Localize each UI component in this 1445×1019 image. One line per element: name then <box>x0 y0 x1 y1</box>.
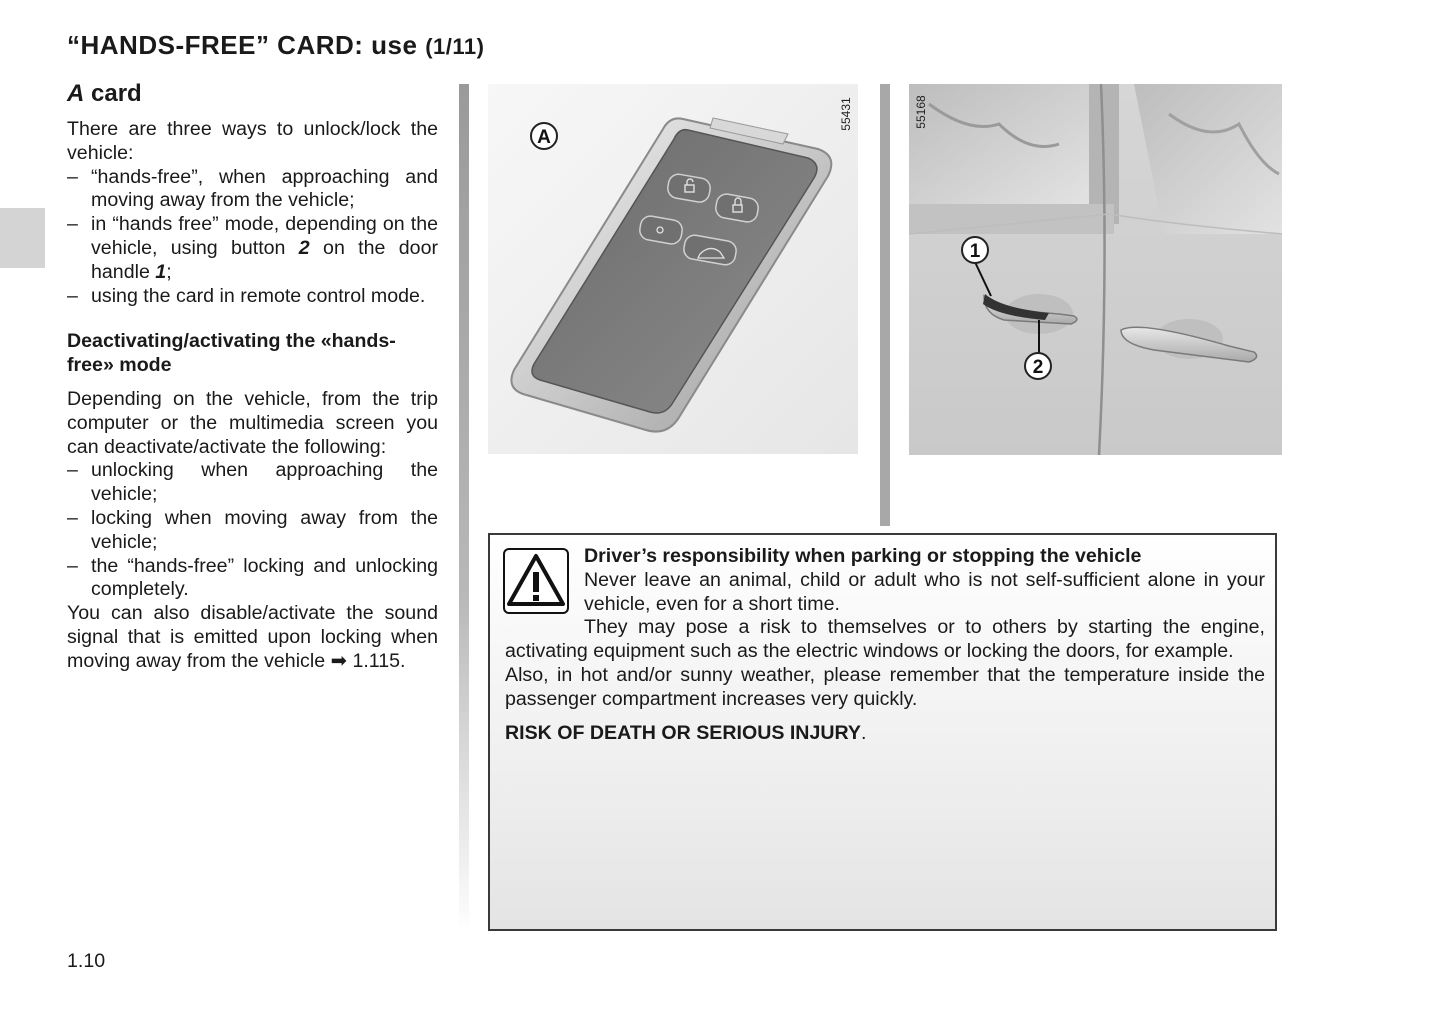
warning-risk: RISK OF DEATH OR SERIOUS INJURY. <box>505 721 867 744</box>
list-item: – the “hands-free” locking and unlocking completely. <box>67 554 438 601</box>
figure-door-code: 55168 <box>914 95 928 129</box>
unlock-methods-list <box>67 166 438 309</box>
warning-heading: Driver’s responsibility when parking or stopping the vehicle <box>584 545 1142 567</box>
section-a-heading <box>67 80 438 108</box>
door-handle-illustration <box>909 84 1282 455</box>
warning-para2: They may pose a risk to themselves or to others by starting the engine, activating equipment such as the electric windows or locking the doors, for example. <box>505 616 1265 663</box>
chapter-tab <box>0 208 45 268</box>
section-a-heading-italic: A <box>67 80 85 107</box>
page-title-part: (1/11) <box>425 34 485 59</box>
door-handle-drawing <box>909 84 1282 455</box>
column-divider-bar <box>459 84 469 934</box>
warning-text <box>505 545 1265 745</box>
page-title-main: “HANDS-FREE” CARD: use <box>67 30 418 60</box>
deactivate-options-list <box>67 459 438 602</box>
warning-box <box>488 533 1277 931</box>
section-b-intro: Depending on the vehicle, from the trip computer or the multimedia screen you can deactivate/activate the following: <box>67 387 438 458</box>
warning-line1: Never leave an animal, child or adult who is not self-sufficient alone in your vehicle, even for a short time. <box>584 568 1265 615</box>
list-item: – unlocking when approaching the vehicle; <box>67 459 438 506</box>
figure-door-label-2: 2 <box>1032 357 1044 378</box>
reference-arrow-icon: ➡ <box>330 649 347 672</box>
page-number: 1.10 <box>67 950 106 972</box>
list-item: – in “hands free” mode, depending on the vehicle, using button 2 on the door handle 1; <box>67 213 438 283</box>
section-a-intro: There are three ways to unlock/lock the vehicle: <box>67 118 438 164</box>
list-item: – “hands-free”, when approaching and moving away from the vehicle; <box>67 165 438 212</box>
section-b-heading: Deactivating/activating the «hands-free» mode <box>67 330 396 377</box>
page-reference-link[interactable]: 1.115. <box>352 649 406 672</box>
section-a-heading-rest: card <box>84 80 142 107</box>
hands-free-card-drawing <box>488 84 858 454</box>
card-illustration <box>488 84 858 454</box>
figure-divider-bar <box>880 84 890 526</box>
list-item: – locking when moving away from the vehicle; <box>67 506 438 553</box>
left-column <box>67 80 438 674</box>
figure-card-code: 55431 <box>839 97 853 131</box>
page-title <box>67 30 484 61</box>
section-b-outro: You can also disable/activate the sound signal that is emitted upon locking when moving away from the vehicle ➡ 1.115. <box>67 602 438 672</box>
figure-door-label-1: 1 <box>969 241 981 262</box>
list-item: – using the card in remote control mode. <box>67 284 426 307</box>
warning-para3: Also, in hot and/or sunny weather, please remember that the temperature inside the passenger compartment increases very quickly. <box>505 663 1265 710</box>
figure-card-label: A <box>537 127 551 148</box>
